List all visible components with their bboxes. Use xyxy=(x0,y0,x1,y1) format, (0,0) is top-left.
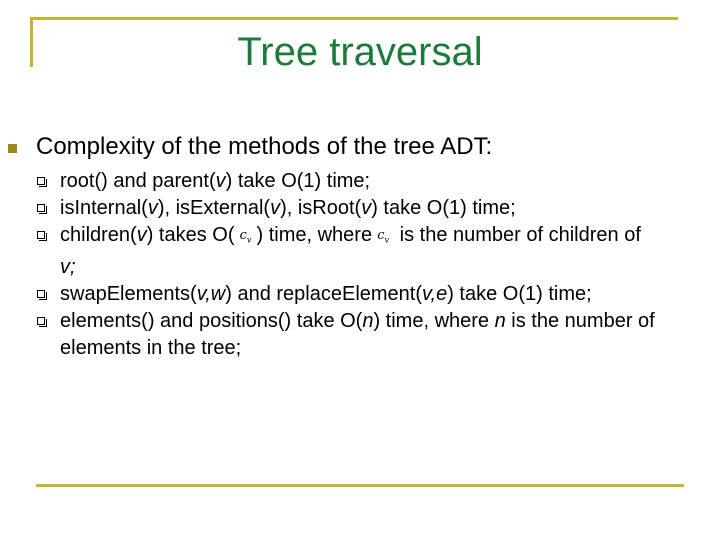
main-bullet-text: Complexity of the methods of the tree ADT: xyxy=(36,133,493,160)
sub-bullet-is-methods xyxy=(0,195,706,222)
hollow-square-bullet-icon xyxy=(37,231,45,239)
sub-bullet-text: root() and parent(v) take O(1) time; xyxy=(60,170,371,192)
sub-bullet-elements-positions xyxy=(0,308,706,362)
math-c-v: $c_v$ xyxy=(377,228,389,245)
slide-title: Tree traversal xyxy=(237,30,483,74)
sub-bullet-root-parent xyxy=(0,168,706,195)
sub-bullet-text: children(v) takes O( $c_v$ ) time, where $c_v$ is the number of children of v; xyxy=(60,224,641,278)
hollow-square-bullet-icon xyxy=(37,204,45,212)
sub-bullet-children xyxy=(0,222,706,281)
frame-bottom-rule xyxy=(36,484,684,487)
sub-bullet-text: swapElements(v,w) and replaceElement(v,e) take O(1) time; xyxy=(60,282,592,305)
math-c-v: $c_v$ xyxy=(239,228,252,245)
square-bullet-icon xyxy=(8,144,17,153)
hollow-square-bullet-icon xyxy=(37,290,45,298)
sub-bullet-text: elements() and positions() take O(n) time, where n is the number of elements in the tree; xyxy=(60,309,655,359)
hollow-square-bullet-icon xyxy=(37,317,45,325)
sub-bullet-swap-replace xyxy=(0,281,706,308)
sub-bullet-list xyxy=(0,168,720,362)
hollow-square-bullet-icon xyxy=(37,177,45,185)
frame-top-rule xyxy=(30,17,678,20)
sub-bullet-text: isInternal(v), isExternal(v), isRoot(v) take O(1) time; xyxy=(60,197,516,219)
